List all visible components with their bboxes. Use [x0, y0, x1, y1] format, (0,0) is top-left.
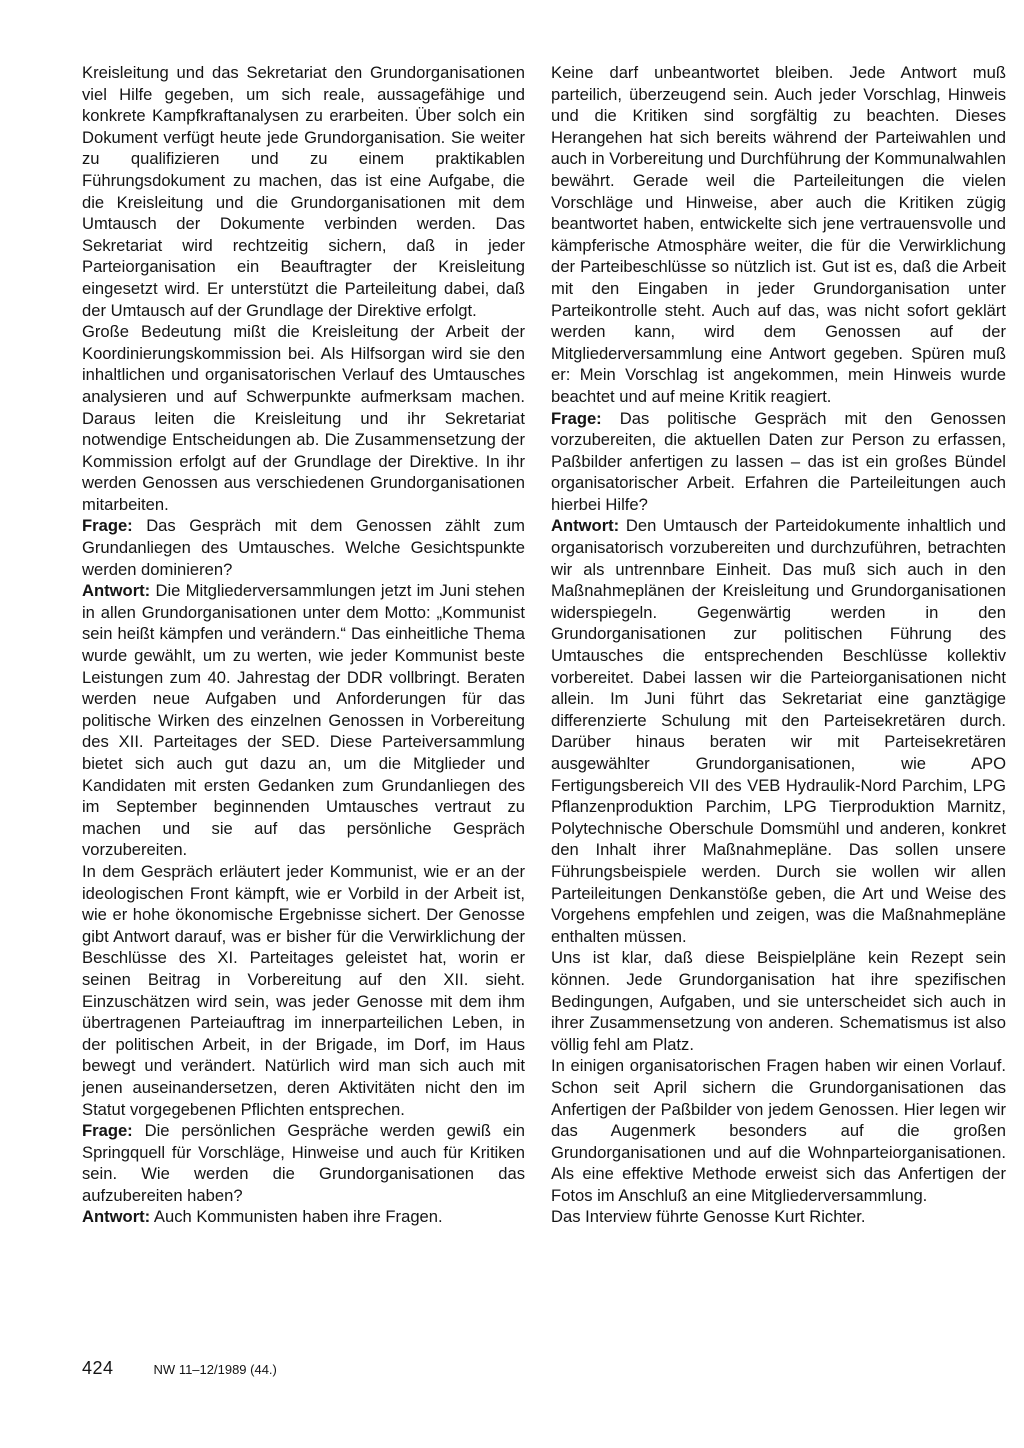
question-paragraph — [82, 1120, 525, 1206]
question-label: Frage: — [82, 516, 133, 536]
page-footer — [82, 1358, 277, 1382]
paragraph: Keine darf unbeantwortet bleiben. Jede Antwort muß parteilich, überzeugend sein. Auch jeder Vorschlag, Hinweis und die Kritiken sind sorgfältig zu beachten. Dieses Herangehen hat sich bereits während der Parteiwahlen und auch in Vorbereitung und Durchführung der Kommunalwahlen bewährt. Gerade weil die Parteileitungen die vielen Vorschläge und Hinweise, aber auch die Kritiken zügig beantwortet haben, entwickelte sich jene vertrauensvolle und kämpferische Atmosphäre weiter, die für die Verwirklichung der Parteibeschlüsse so nützlich ist. Gut ist es, daß die Arbeit mit den Eingaben in jeder Grundorganisation unter Parteikontrolle steht. Auch auf das, was nicht sofort geklärt werden kann, wird dem Genossen auf der Mitgliederversammlung eine Antwort gegeben. Spüren muß er: Mein Vorschlag ist angekommen, mein Hinweis wurde beachtet und auf meine Kritik reagiert. — [551, 63, 1006, 406]
answer-text: Den Umtausch der Parteidokumente inhaltlich und organisatorisch vorzubereiten und durchzuführen, betrachten wir als untrennbare Einheit. Das muß sich auch in den Maßnahmeplänen der Kreisleitung und Grundorganisationen widerspiegeln. Gegenwärtig werden in den Grundorganisationen zur politischen Führung des Umtausches die entsprechenden Beschlüsse kollektiv vorbereitet. Dabei lassen wir die Parteiorganisationen nicht allein. Im Juni führt das Sekretariat eine ganztägige differenzierte Schulung mit den Parteisekretären durch. Darüber hinaus beraten wir mit Parteisekretären ausgewählter Grundorganisationen, wie APO Fertigungsbereich VII des VEB Hydraulik-Nord Parchim, LPG Pflanzenproduktion Parchim, LPG Tierproduktion Marnitz, Polytechnische Oberschule Domsmühl und anderen, konkret den Inhalt ihrer Maßnahmepläne. Das sollen unsere Führungsbeispiele werden. Durch sie wollen wir allen Parteileitungen Denkanstöße geben, die Art und Weise des Vorgehens empfehlen und zeigen, was die Maßnahmepläne enthalten müssen. — [551, 516, 1006, 946]
answer-text: Auch Kommunisten haben ihre Fragen. — [150, 1207, 443, 1227]
answer-label: Antwort: — [551, 516, 620, 536]
question-label: Frage: — [82, 1121, 133, 1141]
paragraph: In dem Gespräch erläutert jeder Kommunist, wie er an der ideologischen Front kämpft, wie er Vorbild in der Arbeit ist, wie er hohe ökonomische Ergebnisse sichert. Der Genosse gibt Antwort darauf, was er bisher für die Verwirklichung der Beschlüsse des XI. Parteitages geleistet hat, worin er seinen Beitrag in Vorbereitung auf den XII. sieht. Einzuschätzen wird sein, was jeder Genosse mit dem ihm übertragenen Parteiauftrag im innerparteilichen Leben, in der politischen Arbeit, in der Brigade, im Dorf, im Haus bewegt und verändert. Natürlich wird man sich auch mit jenen auseinandersetzen, deren Aktivitäten nicht den im Statut vorgegebenen Pflichten entsprechen. — [82, 861, 525, 1119]
issue-citation: NW 11–12/1989 (44.) — [153, 1362, 277, 1377]
question-paragraph — [82, 515, 525, 580]
answer-paragraph — [82, 580, 525, 861]
answer-text: Die Mitgliederversammlungen jetzt im Juni stehen in allen Grundorganisationen unter dem Motto: „Kommunist sein heißt kämpfen und verändern.“ Das einheitliche Thema wurde gewählt, um zu werten, wie jeder Kommunist beste Leistungen zum 40. Jahrestag der DDR vollbringt. Beraten werden neue Aufgaben und Anforderungen für das politische Wirken des einzelnen Genossen in Vorbereitung des XII. Parteitages der SED. Diese Parteiversammlung bietet sich auch gut dazu an, um die Mitglieder und Kandidaten mit ersten Gedanken zum Grundanliegen des im September beginnenden Umtausches vertraut zu machen und sie auf das persönliche Gespräch vorzubereiten. — [82, 581, 525, 860]
answer-paragraph — [82, 1206, 525, 1228]
paragraph: Kreisleitung und das Sekretariat den Grundorganisationen viel Hilfe gegeben, um sich reale, aussagefähige und konkrete Kampfkraftanalysen zu erarbeiten. Über solch ein Dokument verfügt heute jede Grundorganisation. Sie weiter zu qualifizieren und zu einem praktikablen Führungsdokument zu machen, das ist eine Aufgabe, die die Kreisleitung und die Grundorganisationen mit dem Umtausch der Dokumente verbinden werden. Das Sekretariat wird rechtzeitig sichern, daß in jeder Parteiorganisation ein Beauftragter der Kreisleitung eingesetzt wird. Er unterstützt die Parteileitung dabei, daß der Umtausch auf der Grundlage der Direktive erfolgt. — [82, 63, 525, 320]
right-column — [551, 62, 1006, 1228]
paragraph: Uns ist klar, daß diese Beispielpläne kein Rezept sein können. Jede Grundorganisation hat ihre spezifischen Bedingungen, Aufgaben, und sie unterscheidet sich auch in ihrer Zusammensetzung von anderen. Schematismus ist also völlig fehl am Platz. — [551, 948, 1006, 1054]
answer-label: Antwort: — [82, 1207, 151, 1227]
paragraph: In einigen organisatorischen Fragen haben wir einen Vorlauf. Schon seit April sichern die Grundorganisationen das Anfertigen der Paßbilder von jedem Genossen. Hier legen wir das Augenmerk besonders auf die großen Grundorganisationen und auf die Wohnparteiorganisationen. Als eine effektive Methode erweist sich das Anfertigen der Fotos im Anschluß an eine Mitgliederversammlung. — [551, 1056, 1006, 1205]
answer-paragraph — [551, 515, 1006, 947]
closing-line: Das Interview führte Genosse Kurt Richter. — [551, 1207, 866, 1227]
question-text: Das politische Gespräch mit den Genossen vorzubereiten, die aktuellen Daten zur Person zu erfassen, Paßbilder anfertigen zu lassen – das ist ein großes Bündel organisatorischer Arbeit. Erfahren die Parteileitungen auch hierbei Hilfe? — [551, 408, 1006, 514]
answer-label: Antwort: — [82, 581, 151, 601]
question-paragraph — [551, 408, 1006, 516]
paragraph: Große Bedeutung mißt die Kreisleitung der Arbeit der Koordinierungskommission bei. Als Hilfsorgan wird sie den inhaltlichen und organisatorischen Verlauf des Umtausches analysieren und auf Schwerpunkte aufmerksam machen. Daraus leiten die Kreisleitung und ihr Sekretariat notwendige Entscheidungen ab. Die Zusammensetzung der Kommission erfolgt auf der Grundlage der Direktive. In ihr werden Genossen aus verschiedenen Grundorganisationen mitarbeiten. — [82, 322, 525, 514]
page-number: 424 — [82, 1358, 114, 1378]
question-text: Das Gespräch mit dem Genossen zählt zum Grundanliegen des Umtausches. Welche Gesichtspunkte werden dominieren? — [82, 516, 525, 579]
left-column — [82, 62, 525, 1228]
question-text: Die persönlichen Gespräche werden gewiß ein Springquell für Vorschläge, Hinweise und auch für Kritiken sein. Wie werden die Grundorganisationen das aufzubereiten haben? — [82, 1121, 525, 1205]
question-label: Frage: — [551, 408, 602, 428]
